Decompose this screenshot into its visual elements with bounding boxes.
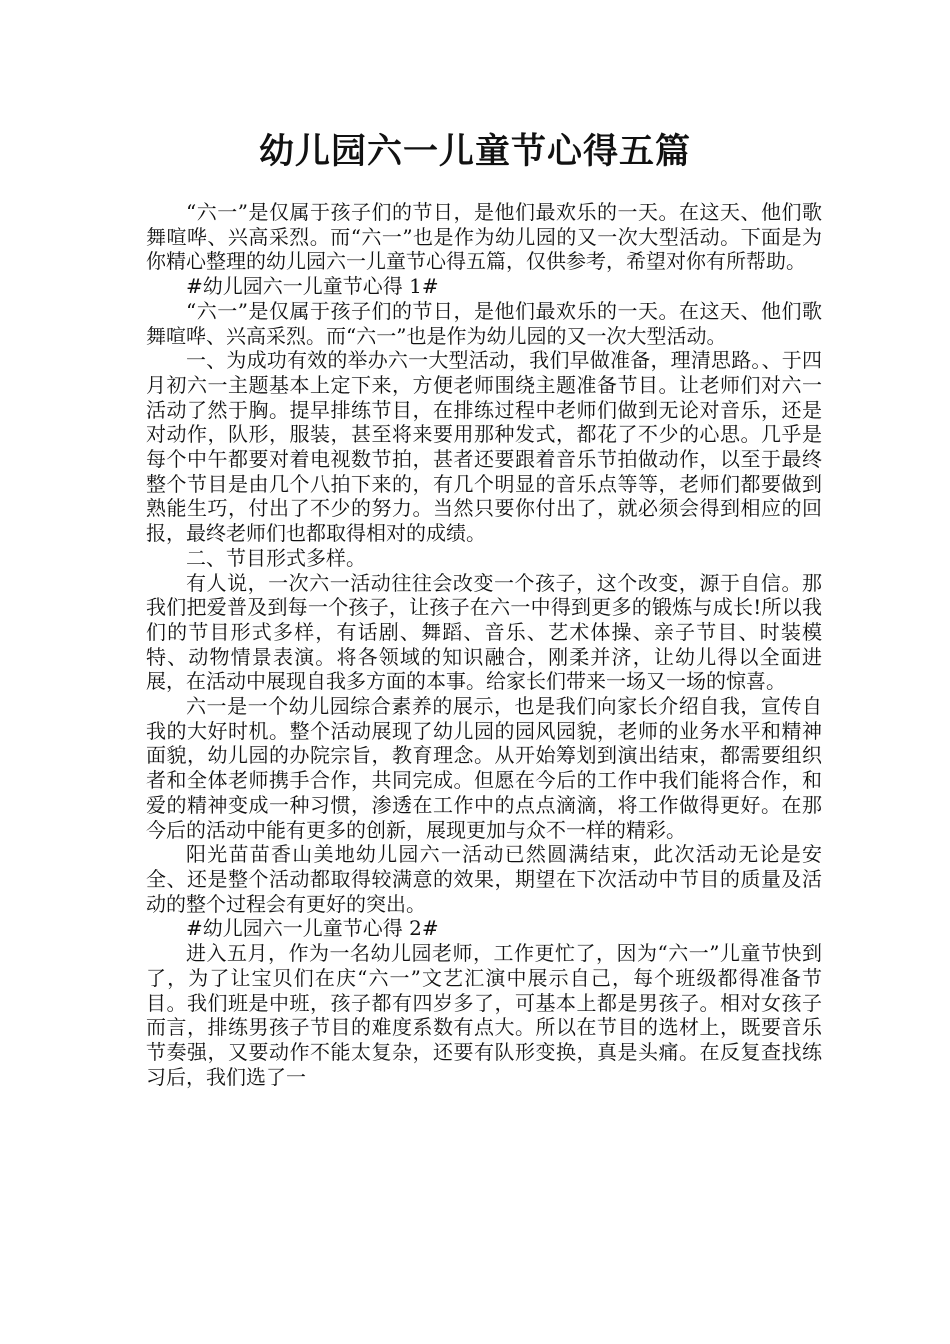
body-paragraph: 一、为成功有效的举办六一大型活动，我们早做准备，理清思路。、于四月初六一主题基本上定下来，方便老师围绕主题准备节目。让老师们对六一活动了然于胸。提早排练节目，在排练过程中老师们做到无论对音乐，还是对动作，队形，服装，甚至将来要用那种发式，都花了不少的心思。几乎是每个中午都要对着电视数节拍，甚者还要跟着音乐节拍做动作，以至于最终整个节目是由几个八拍下来的，有几个明显的音乐点等等，老师们都要做到熟能生巧，付出了不少的努力。当然只要你付出了，就必须会得到相应的回报，最终老师们也都取得相对的成绩。 [146, 348, 822, 546]
body-paragraph: 二、节目形式多样。 [186, 545, 366, 570]
document-body [146, 200, 822, 1089]
section-heading-1: #幼儿园六一儿童节心得 1# [186, 274, 439, 299]
body-paragraph: 阳光苗苗香山美地幼儿园六一活动已然圆满结束，此次活动无论是安全、还是整个活动都取得较满意的效果，期望在下次活动中节目的质量及活动的整个过程会有更好的突出。 [146, 842, 822, 916]
body-paragraph: “六一”是仅属于孩子们的节日，是他们最欢乐的一天。在这天、他们歌舞喧哗、兴高采烈。而“六一”也是作为幼儿园的又一次大型活动。 [146, 298, 822, 348]
body-paragraph: 进入五月，作为一名幼儿园老师，工作更忙了，因为“六一”儿童节快到了，为了让宝贝们在庆“六一”文艺汇演中展示自己，每个班级都得准备节目。我们班是中班，孩子都有四岁多了，可基本上都是男孩子。相对女孩子而言，排练男孩子节目的难度系数有点大。所以在节目的选材上，既要音乐节奏强，又要动作不能太复杂，还要有队形变换，真是头痛。在反复查找练习后，我们选了一 [146, 941, 822, 1089]
body-paragraph: 六一是一个幼儿园综合素养的展示，也是我们向家长介绍自我，宣传自我的大好时机。整个活动展现了幼儿园的园风园貌，老师的业务水平和精神面貌，幼儿园的办院宗旨，教育理念。从开始筹划到演出结束，都需要组织者和全体老师携手合作，共同完成。但愿在今后的工作中我们能将合作，和爱的精神变成一种习惯，渗透在工作中的点点滴滴，将工作做得更好。在那今后的活动中能有更多的创新，展现更加与众不一样的精彩。 [146, 694, 822, 842]
document-title: 幼儿园六一儿童节心得五篇 [258, 131, 691, 172]
section-heading-2: #幼儿园六一儿童节心得 2# [186, 916, 439, 941]
intro-paragraph: “六一”是仅属于孩子们的节日，是他们最欢乐的一天。在这天、他们歌舞喧哗、兴高采烈。而“六一”也是作为幼儿园的又一次大型活动。下面是为你精心整理的幼儿园六一儿童节心得五篇，仅供参考，希望对你有所帮助。 [146, 200, 822, 274]
body-paragraph: 有人说，一次六一活动往往会改变一个孩子，这个改变，源于自信。那我们把爱普及到每一个孩子，让孩子在六一中得到更多的锻炼与成长!所以我们的节目形式多样，有话剧、舞蹈、音乐、艺术体操、亲子节目、时装模特、动物情景表演。将各领域的知识融合，刚柔并济，让幼儿得以全面进展，在活动中展现自我多方面的本事。给家长们带来一场又一场的惊喜。 [146, 570, 822, 694]
